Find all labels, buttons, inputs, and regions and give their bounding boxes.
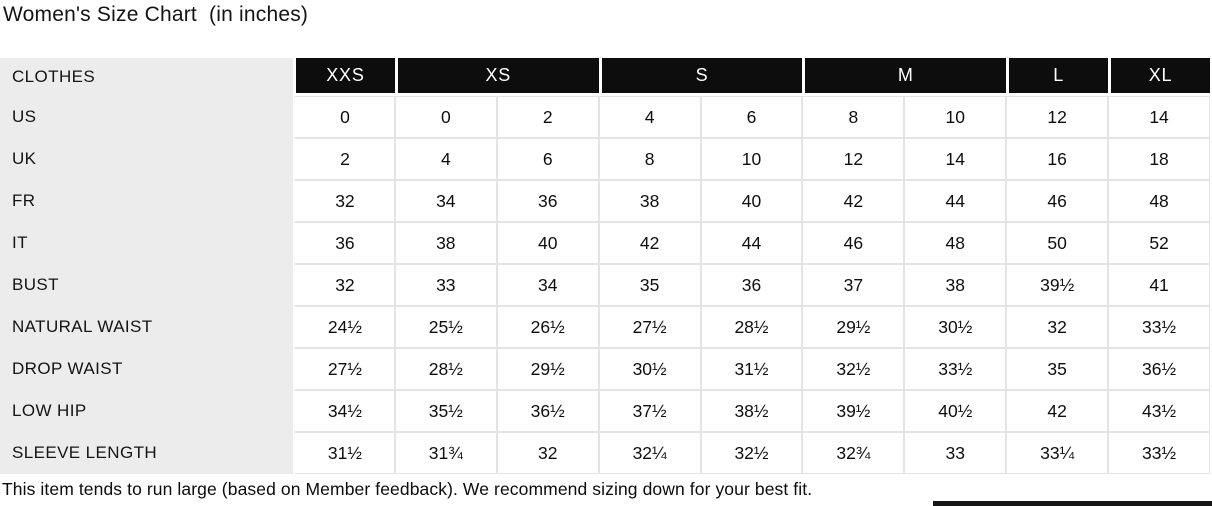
cell-fr-col7: 44 xyxy=(904,180,1006,222)
cell-sleeve-length-col7: 33 xyxy=(904,432,1006,474)
cell-it-col6: 46 xyxy=(802,222,904,264)
cell-fr-col4: 38 xyxy=(599,180,701,222)
cell-sleeve-length-col1: 31½ xyxy=(293,432,395,474)
row-label-natural-waist: NATURAL WAIST xyxy=(0,306,293,348)
corner-cell-clothes: CLOTHES xyxy=(0,58,293,96)
cell-us-col2: 0 xyxy=(395,96,497,138)
row-label-sleeve-length: SLEEVE LENGTH xyxy=(0,432,293,474)
cell-low-hip-col2: 35½ xyxy=(395,390,497,432)
cell-drop-waist-col2: 28½ xyxy=(395,348,497,390)
row-label-it: IT xyxy=(0,222,293,264)
cell-low-hip-col3: 36½ xyxy=(497,390,599,432)
cell-sleeve-length-col5: 32½ xyxy=(701,432,803,474)
size-group-header-m: M xyxy=(802,58,1006,96)
cell-uk-col4: 8 xyxy=(599,138,701,180)
cell-us-col1: 0 xyxy=(293,96,395,138)
cell-fr-col3: 36 xyxy=(497,180,599,222)
cell-it-col8: 50 xyxy=(1006,222,1108,264)
cell-bust-col9: 41 xyxy=(1108,264,1210,306)
cell-natural-waist-col6: 29½ xyxy=(802,306,904,348)
cell-low-hip-col5: 38½ xyxy=(701,390,803,432)
cell-it-col7: 48 xyxy=(904,222,1006,264)
cell-bust-col5: 36 xyxy=(701,264,803,306)
cell-natural-waist-col2: 25½ xyxy=(395,306,497,348)
cell-uk-col6: 12 xyxy=(802,138,904,180)
size-group-header-s: S xyxy=(599,58,803,96)
cell-it-col3: 40 xyxy=(497,222,599,264)
cell-fr-col5: 40 xyxy=(701,180,803,222)
cell-us-col6: 8 xyxy=(802,96,904,138)
cell-uk-col9: 18 xyxy=(1108,138,1210,180)
cell-low-hip-col6: 39½ xyxy=(802,390,904,432)
cell-low-hip-col8: 42 xyxy=(1006,390,1108,432)
cell-bust-col1: 32 xyxy=(293,264,395,306)
cell-it-col5: 44 xyxy=(701,222,803,264)
cell-us-col4: 4 xyxy=(599,96,701,138)
cell-low-hip-col7: 40½ xyxy=(904,390,1006,432)
cell-drop-waist-col7: 33½ xyxy=(904,348,1006,390)
cell-fr-col1: 32 xyxy=(293,180,395,222)
cell-fr-col2: 34 xyxy=(395,180,497,222)
cell-uk-col7: 14 xyxy=(904,138,1006,180)
cell-drop-waist-col1: 27½ xyxy=(293,348,395,390)
cell-it-col4: 42 xyxy=(599,222,701,264)
cell-natural-waist-col9: 33½ xyxy=(1108,306,1210,348)
cell-bust-col4: 35 xyxy=(599,264,701,306)
cell-low-hip-col4: 37½ xyxy=(599,390,701,432)
cell-natural-waist-col8: 32 xyxy=(1006,306,1108,348)
cell-uk-col1: 2 xyxy=(293,138,395,180)
cell-drop-waist-col3: 29½ xyxy=(497,348,599,390)
size-group-header-xxs: XXS xyxy=(293,58,395,96)
cell-bust-col3: 34 xyxy=(497,264,599,306)
row-label-bust: BUST xyxy=(0,264,293,306)
cell-bust-col8: 39½ xyxy=(1006,264,1108,306)
cell-drop-waist-col4: 30½ xyxy=(599,348,701,390)
cell-natural-waist-col7: 30½ xyxy=(904,306,1006,348)
cell-it-col1: 36 xyxy=(293,222,395,264)
cell-drop-waist-col5: 31½ xyxy=(701,348,803,390)
cell-sleeve-length-col8: 33¼ xyxy=(1006,432,1108,474)
row-label-uk: UK xyxy=(0,138,293,180)
row-label-fr: FR xyxy=(0,180,293,222)
cell-it-col2: 38 xyxy=(395,222,497,264)
cutoff-next-section-bar xyxy=(933,501,1212,506)
cell-sleeve-length-col3: 32 xyxy=(497,432,599,474)
cell-bust-col2: 33 xyxy=(395,264,497,306)
cell-it-col9: 52 xyxy=(1108,222,1210,264)
cell-sleeve-length-col4: 32¼ xyxy=(599,432,701,474)
cell-sleeve-length-col6: 32¾ xyxy=(802,432,904,474)
cell-fr-col6: 42 xyxy=(802,180,904,222)
cell-fr-col8: 46 xyxy=(1006,180,1108,222)
cell-uk-col8: 16 xyxy=(1006,138,1108,180)
cell-natural-waist-col3: 26½ xyxy=(497,306,599,348)
cell-us-col7: 10 xyxy=(904,96,1006,138)
cell-drop-waist-col6: 32½ xyxy=(802,348,904,390)
cell-low-hip-col1: 34½ xyxy=(293,390,395,432)
row-label-low-hip: LOW HIP xyxy=(0,390,293,432)
cell-low-hip-col9: 43½ xyxy=(1108,390,1210,432)
cell-natural-waist-col5: 28½ xyxy=(701,306,803,348)
cell-natural-waist-col1: 24½ xyxy=(293,306,395,348)
cell-bust-col7: 38 xyxy=(904,264,1006,306)
row-label-drop-waist: DROP WAIST xyxy=(0,348,293,390)
page-title: Women's Size Chart (in inches) xyxy=(3,3,309,26)
size-table xyxy=(0,58,1210,474)
cell-natural-waist-col4: 27½ xyxy=(599,306,701,348)
row-label-us: US xyxy=(0,96,293,138)
cell-uk-col5: 10 xyxy=(701,138,803,180)
cell-fr-col9: 48 xyxy=(1108,180,1210,222)
size-group-header-l: L xyxy=(1006,58,1108,96)
cell-bust-col6: 37 xyxy=(802,264,904,306)
cell-us-col3: 2 xyxy=(497,96,599,138)
cell-uk-col2: 4 xyxy=(395,138,497,180)
cell-drop-waist-col8: 35 xyxy=(1006,348,1108,390)
size-group-header-xl: XL xyxy=(1108,58,1210,96)
cell-us-col9: 14 xyxy=(1108,96,1210,138)
size-group-header-xs: XS xyxy=(395,58,599,96)
cell-drop-waist-col9: 36½ xyxy=(1108,348,1210,390)
cell-us-col8: 12 xyxy=(1006,96,1108,138)
cell-us-col5: 6 xyxy=(701,96,803,138)
cell-sleeve-length-col9: 33½ xyxy=(1108,432,1210,474)
fit-feedback-note: This item tends to run large (based on Member feedback). We recommend sizing down for your best fit. xyxy=(2,479,813,499)
cell-sleeve-length-col2: 31¾ xyxy=(395,432,497,474)
cell-uk-col3: 6 xyxy=(497,138,599,180)
